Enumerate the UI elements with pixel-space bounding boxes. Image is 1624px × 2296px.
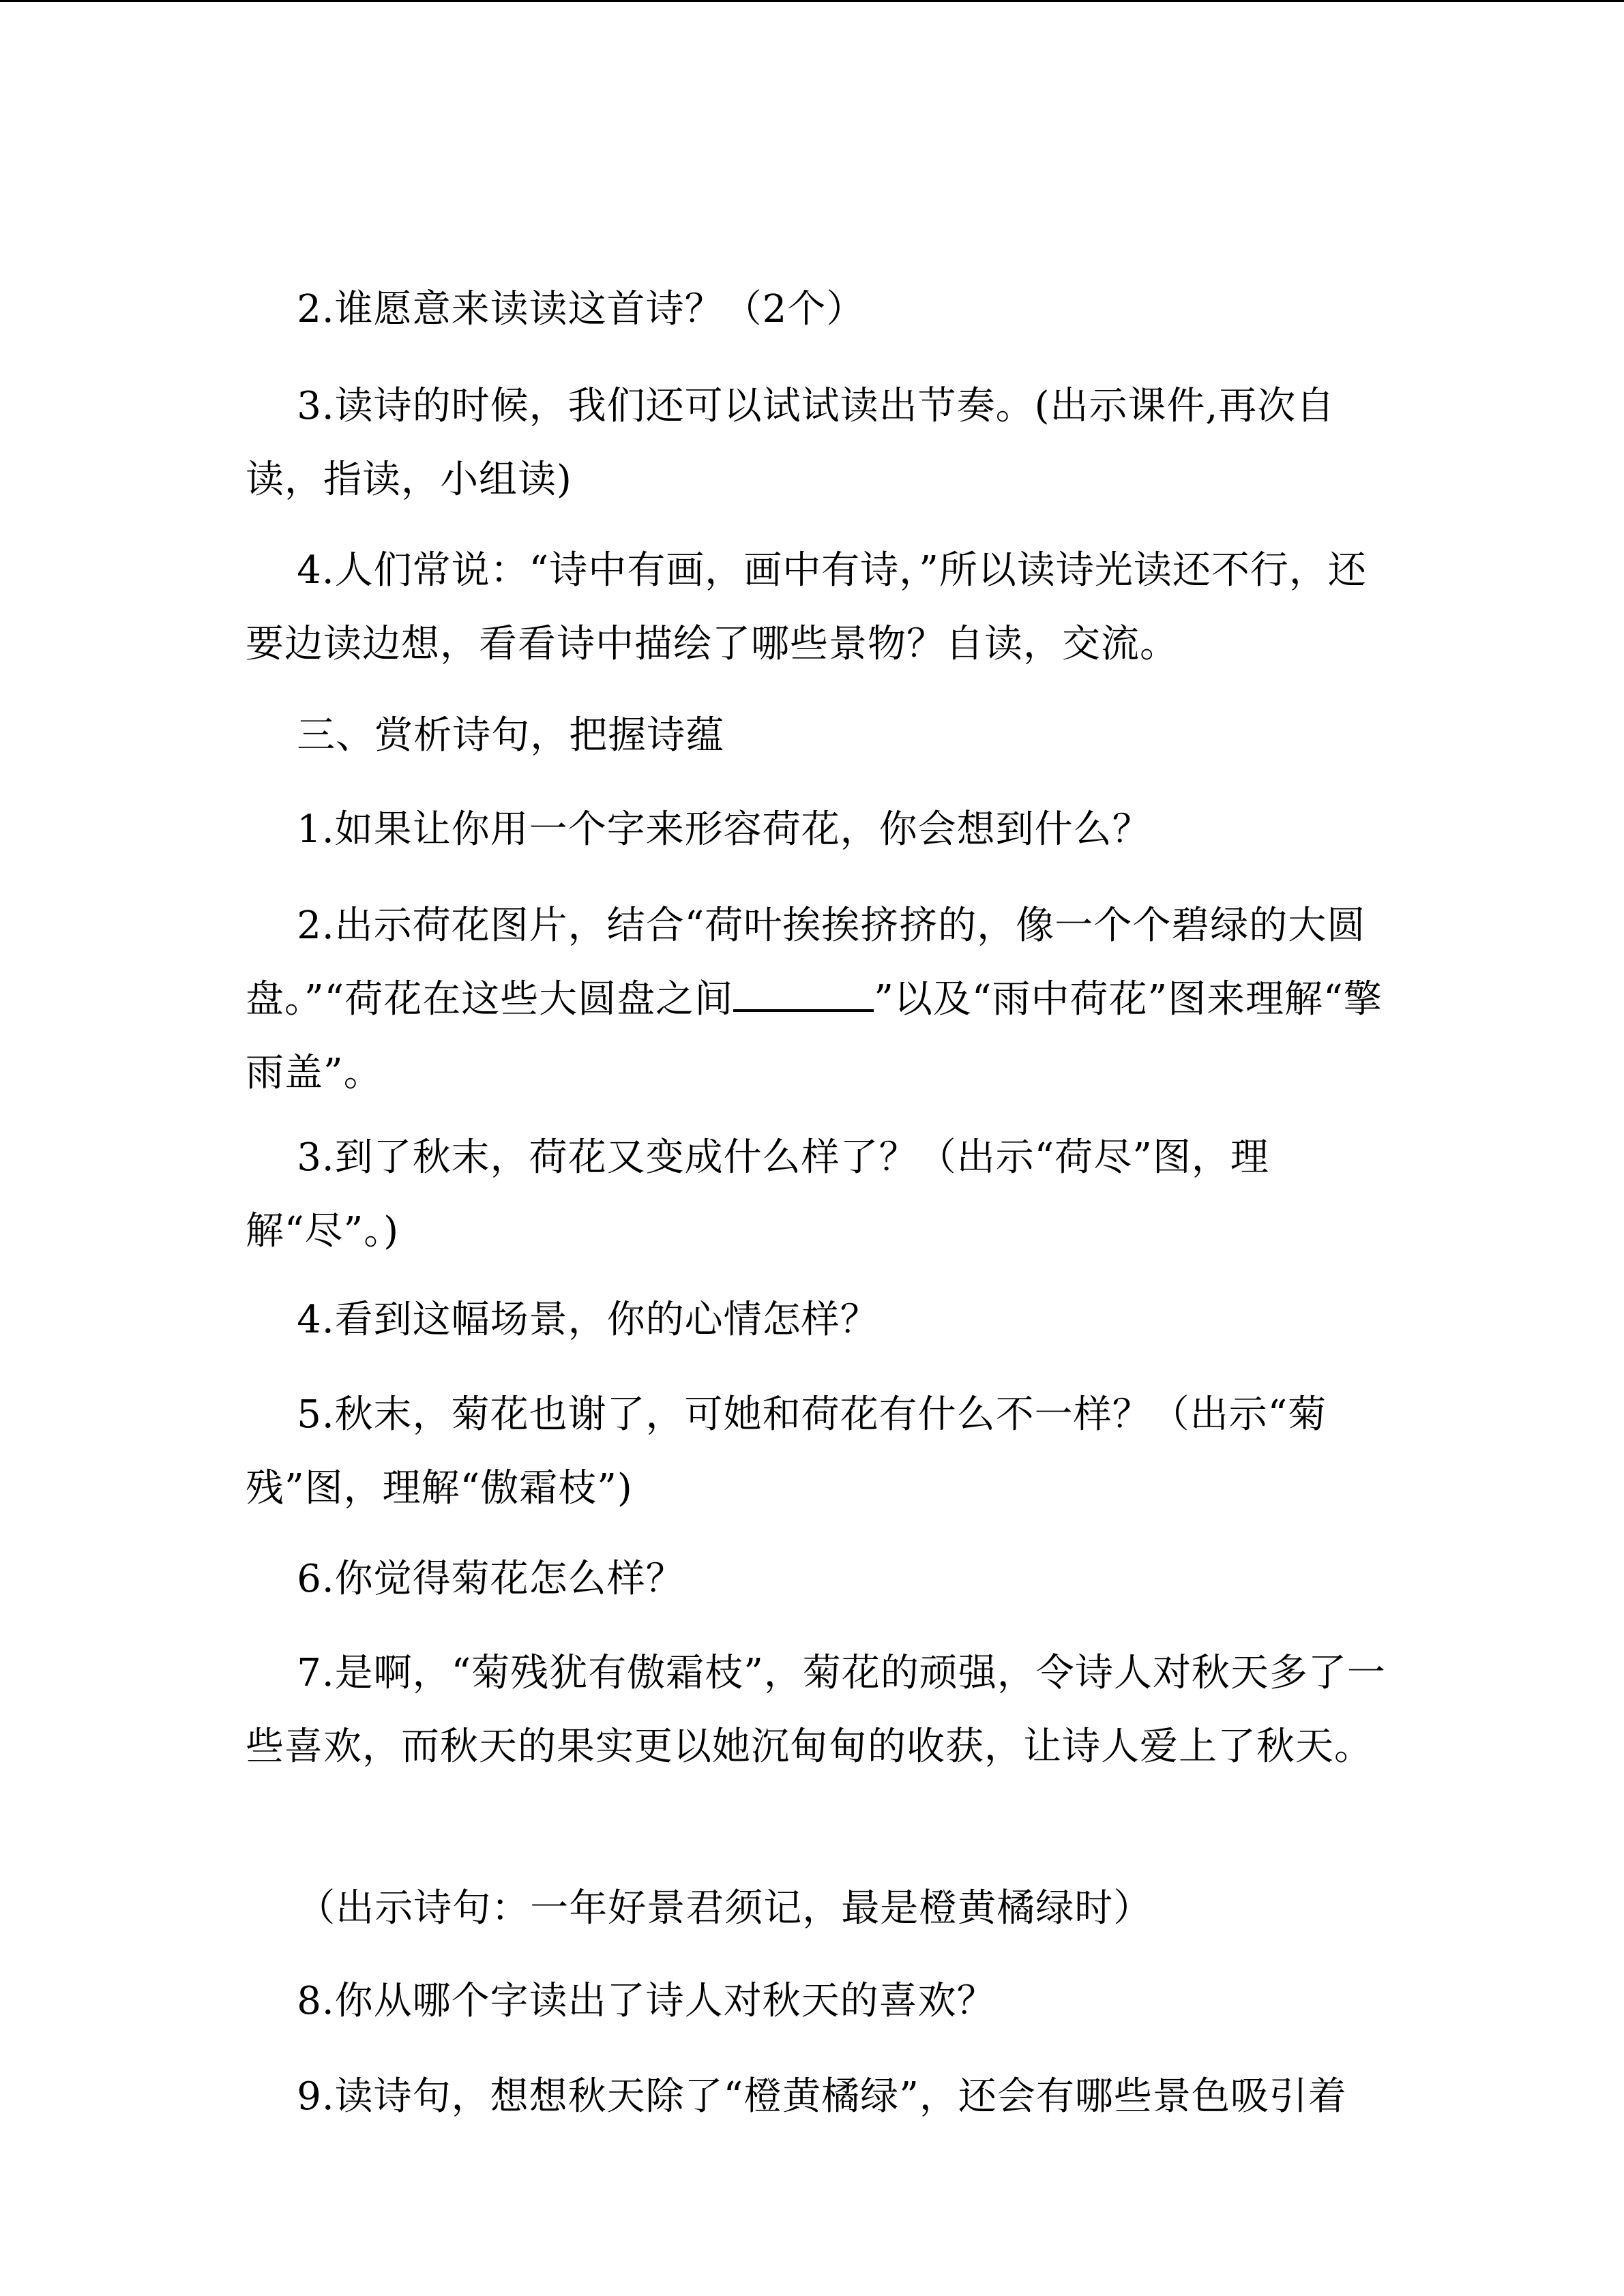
paragraph-text: 2.谁愿意来读读这首诗？（2个） [297,287,866,331]
page-top-border [0,0,1624,2]
paragraph-text-end: ”以及“雨中荷花”图来理解“擎雨盖”。 [246,977,1383,1095]
paragraph-autumn-scenery [246,1986,1391,2207]
paragraph-text: 4.人们常说：“诗中有画，画中有诗，”所以读诗光读还不行，还要边读边想，看看诗中描绘了哪些景物？自读，交流。 [246,548,1367,666]
paragraph-text: 5.秋末，菊花也谢了，可她和荷花有什么不一样？（出示“菊残”图，理解“傲霜枝”) [246,1392,1327,1510]
paragraph-text: 3.到了秋末，荷花又变成什么样了？（出示“荷尽”图，理解“尽”。) [246,1135,1269,1253]
paragraph-text: 3.读诗的时候，我们还可以试试读出节奏。(出示课件,再次自读，指读，小组读) [246,384,1335,502]
paragraph-text: 9.读诗句，想想秋天除了“橙黄橘绿”，还会有哪些景色吸引着 [297,2074,1347,2119]
paragraph-text: 1.如果让你用一个字来形容荷花，你会想到什么？ [297,807,1151,852]
paragraph-text: 6.你觉得菊花怎么样？ [297,1557,685,1601]
fill-in-blank [733,972,874,1012]
paragraph-text: 4.看到这幅场景，你的心情怎样？ [297,1298,879,1342]
section-heading-text: 三、赏析诗句，把握诗蕴 [297,713,725,758]
paragraph-text: （出示诗句：一年好景君须记，最是橙黄橘绿时） [297,1886,1153,1930]
paragraph-text: 7.是啊，“菊残犹有傲霜枝”，菊花的顽强，令诗人对秋天多了一些喜欢，而秋天的果实更以她沉甸甸的收获，让诗人爱上了秋天。 [246,1651,1386,1769]
paragraph-text: 8.你从哪个字读出了诗人对秋天的喜欢？ [297,1979,996,2023]
paragraph-text-start: 2.出示荷花图片，结合“荷叶挨挨挤挤的，像一个个碧绿的大圆盘。”“荷花在这些大圆盘之间 [246,904,1366,1022]
